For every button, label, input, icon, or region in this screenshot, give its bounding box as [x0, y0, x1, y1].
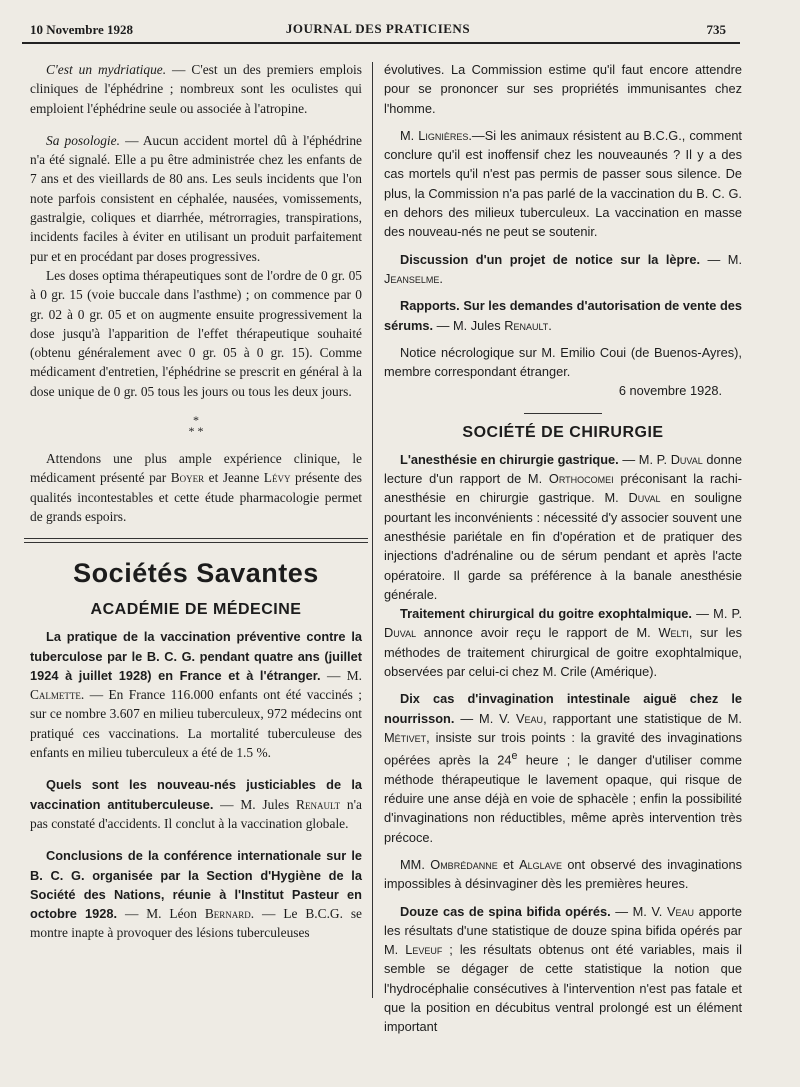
necrology-date: 6 novembre 1928. [618, 383, 722, 399]
header-date: 10 Novembre 1928 [30, 22, 134, 37]
article-spina-bifida: Douze cas de spina bifida opérés. — M. V. Veau apporte les résultats d'une statistique de douze spina bifida opérés par M. Leveuf ; les résultats obtenus ont été variables, mais il semble se dégager de cette statistique la notion que l'hydrocéphalie consécutives à l'intervention n'est pas fatale et que la position en décubitus ventral prolongé est un élément important [384, 903, 742, 1035]
section-double-rule [24, 538, 368, 543]
paragraph-lignieres: M. Lignières.—Si les animaux résistent au B.C.G., comment conclure qu'il est inoffensif chez les nouveaunés ? Il y a des cas mortels qu'il n'est pas permis de passer sous silence. De plus, la Commission n'a pas parlé de la vaccination du B. C. G. en dehors des milieux tuberculeux. La vaccination en masse des nouveau-nés ne peut se soutenir. [384, 127, 742, 240]
paragraph-mydriatique: C'est un mydriatique. — C'est un des premiers emplois cliniques de l'éphédrine ; nombreux sont les oculistes qui emploient l'éphédrine seule ou associée à l'atropine. [30, 62, 362, 116]
paragraph-posologie: Sa posologie. — Aucun accident mortel dû à l'éphédrine n'a été signalé. Elle a pu être administrée chez les enfants de 7 ans et des vieillards de 80 ans. Les seuls incidents que l'on note parfois consistent en céphalée, nausées, vomissements, gastralgie, coliques et diarrhée, métrorragies, transpirations, incidents faciles à éviter en utilisant un produit parfaitement pur et en procédant par doses progressives. [30, 132, 362, 264]
page-header [30, 20, 726, 44]
article-lepre: Discussion d'un projet de notice sur la lèpre. — M. Jeanselme. [384, 251, 743, 286]
article-newborns: Quels sont les nouveau-nés justiciables de la vaccination antituberculeuse. — M. Jules Renault n'a pas constaté d'accidents. Il conclut à la vaccination globale. [30, 777, 362, 831]
paragraph-ombredanne: MM. Ombrédanne et Alglave ont observé des invaginations impossibles à désinvaginer dès les premières heures. [384, 856, 742, 892]
section-separator-stars: * * * [188, 413, 204, 439]
page-number: 735 [706, 22, 726, 37]
paragraph-doses: Les doses optima thérapeutiques sont de l'ordre de 0 gr. 05 à 0 gr. 15 (voie buccale dans l'asthme) ; on commence par 0 gr. 02 à 0 gr. 05 et on augmente ensuite progressivement la dose jusqu'à l'apparition de l'effet thérapeutique souhaité (obtenu généralement avec 0 gr. 05 à 0 gr. 15). Comme médicament d'entretien, l'éphédrine se prescrit en général à la dose unique de 0 gr. 05 tous les jours ou tous les deux jours. [30, 267, 362, 399]
paragraph-commission: évolutives. La Commission estime qu'il faut encore attendre pour se prononcer sur ses propriétés immunisantes chez l'homme. [384, 62, 742, 116]
article-necrology: Notice nécrologique sur M. Emilio Coui (de Buenos-Ayres), membre correspondant étranger. [384, 344, 742, 380]
journal-title: JOURNAL DES PRATICIENS [285, 21, 471, 36]
article-goitre: Traitement chirurgical du goitre exophtalmique. — M. P. Duval annonce avoir reçu le rapport de M. Welti, sur les méthodes de traitement chirurgical de goitre exophtalmique, observées par celui-ci chez M. Crile (Amérique). [384, 606, 743, 680]
left-column [30, 60, 362, 943]
short-separator-rule [524, 413, 602, 414]
paragraph-conclusion: Attendons une plus ample expérience clinique, le médicament présenté par Boyer et Jeanne Lévy présente des qualités incontestables et cette étude pharmacologie permet de grands espoirs. [30, 451, 362, 524]
section-title: Sociétés Savantes [73, 558, 319, 589]
article-serums: Rapports. Sur les demandes d'autorisation de vente des sérums. — M. Jules Renault. [384, 298, 742, 333]
column-divider [372, 62, 373, 998]
article-bcg-practice: La pratique de la vaccination préventive contre la tuberculose par le B. C. G. pendant quatre ans (juillet 1924 à juillet 1928) en France et à l'étranger. — M. Calmette. — En France 116.000 enfants ont été vaccinés ; sur ce nombre 3.607 en milieu tuberculeux, 972 médecins ont pratiqué ces vaccinations. La mortalité tuberculeuse des enfants en milieu tuberculeux a été de 1.5 %. [30, 629, 362, 761]
header-rule [22, 42, 740, 44]
surgery-heading: SOCIÉTÉ DE CHIRURGIE [462, 423, 664, 441]
article-invagination: Dix cas d'invagination intestinale aiguë chez le nourrisson. — M. V. Veau, rapportant une statistique de M. Métivet, insiste sur trois points : la gravité des invaginations opérées après la 24e heure ; le danger d'utiliser comme méthode thérapeutique le lavement opaque, qui risque de réduire une anse déjà en voie de sphacèle ; enfin la possibilité d'invaginations non réductibles, même après intervention très précoce. [384, 691, 742, 845]
right-column [384, 60, 742, 1037]
article-bcg-conference: Conclusions de la conférence internationale sur le B. C. G. organisée par la Section d'Hygiène de la Société des Nations, réunie à l'Institut Pasteur en octobre 1928. — M. Léon Bernard. — Le B.C.G. se montre inapte à provoquer des lésions tuberculeuses [30, 848, 362, 941]
article-anesthesie: L'anesthésie en chirurgie gastrique. — M. P. Duval donne lecture d'un rapport de M. Orthocomei préconisant la rachi-anesthésie en chirurgie gastrique. M. Duval en souligne pourtant les inconvénients : nécessité d'y associer souvent une anesthésie pariétale en fin d'opération et de pratiquer des injections d'adrénaline ou de sérum pendant et après l'acte opératoire. Il garde sa préférence à la banale anesthésie générale. [384, 451, 743, 602]
academy-heading: ACADÉMIE DE MÉDECINE [90, 601, 302, 619]
